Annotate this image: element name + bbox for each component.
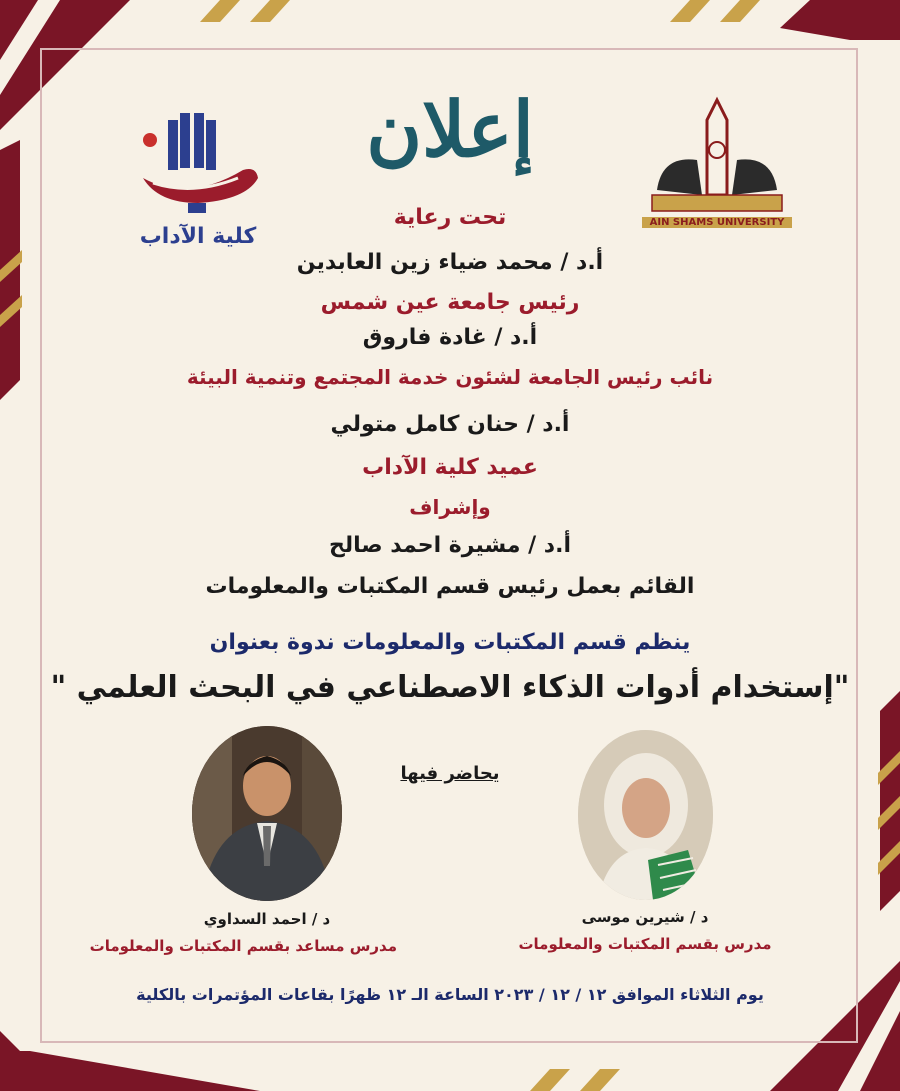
president-name: أ.د / محمد ضياء زين العابدين	[296, 250, 604, 275]
supervision-label: وإشراف	[409, 495, 491, 519]
lecturers-label	[0, 763, 900, 784]
lecturers-label-text: يحاضر فيها	[400, 763, 500, 784]
patronage-label: تحت رعاية	[393, 205, 507, 230]
faculty-logo-caption: كلية الآداب	[139, 224, 257, 249]
speaker-name-ahmed: د / احمد السداوي	[203, 910, 331, 928]
vice-president-title: نائب رئيس الجامعة لشئون خدمة المجتمع وتنمية البيئة	[186, 365, 714, 389]
top-right-corner-decoration	[670, 0, 900, 40]
organizer-line: ينظم قسم المكتبات والمعلومات ندوة بعنوان	[209, 630, 691, 655]
ain-shams-logo-caption: AIN SHAMS UNIVERSITY	[642, 217, 792, 228]
vice-president-name: أ.د / غادة فاروق	[362, 325, 538, 350]
dean-title: عميد كلية الآداب	[362, 455, 538, 480]
top-bar-decoration	[180, 0, 300, 22]
department-head-name: أ.د / مشيرة احمد صالح	[328, 533, 571, 558]
dean-name: أ.د / حنان كامل متولي	[330, 412, 570, 437]
speaker-name-shereen: د / شيرين موسى	[581, 908, 709, 926]
bottom-bar-decoration	[530, 1051, 660, 1091]
event-date-time-location: يوم الثلاثاء الموافق ١٢ / ١٢ / ٢٠٢٣ الساعة الـ ١٢ ظهرًا بقاعات المؤتمرات بالكلية	[136, 985, 764, 1004]
speaker-photo-shereen	[578, 730, 713, 900]
speaker-title-ahmed: مدرس مساعد بقسم المكتبات والمعلومات	[89, 937, 397, 955]
president-title: رئيس جامعة عين شمس	[320, 290, 580, 315]
speaker-photo-ahmed	[192, 726, 342, 901]
department-head-title: القائم بعمل رئيس قسم المكتبات والمعلومات	[205, 574, 695, 599]
seminar-title: "إستخدام أدوات الذكاء الاصطناعي في البحث العلمي "	[50, 670, 850, 705]
announcement-title: إعلان	[366, 85, 534, 174]
speaker-title-shereen: مدرس بقسم المكتبات والمعلومات	[518, 935, 772, 953]
